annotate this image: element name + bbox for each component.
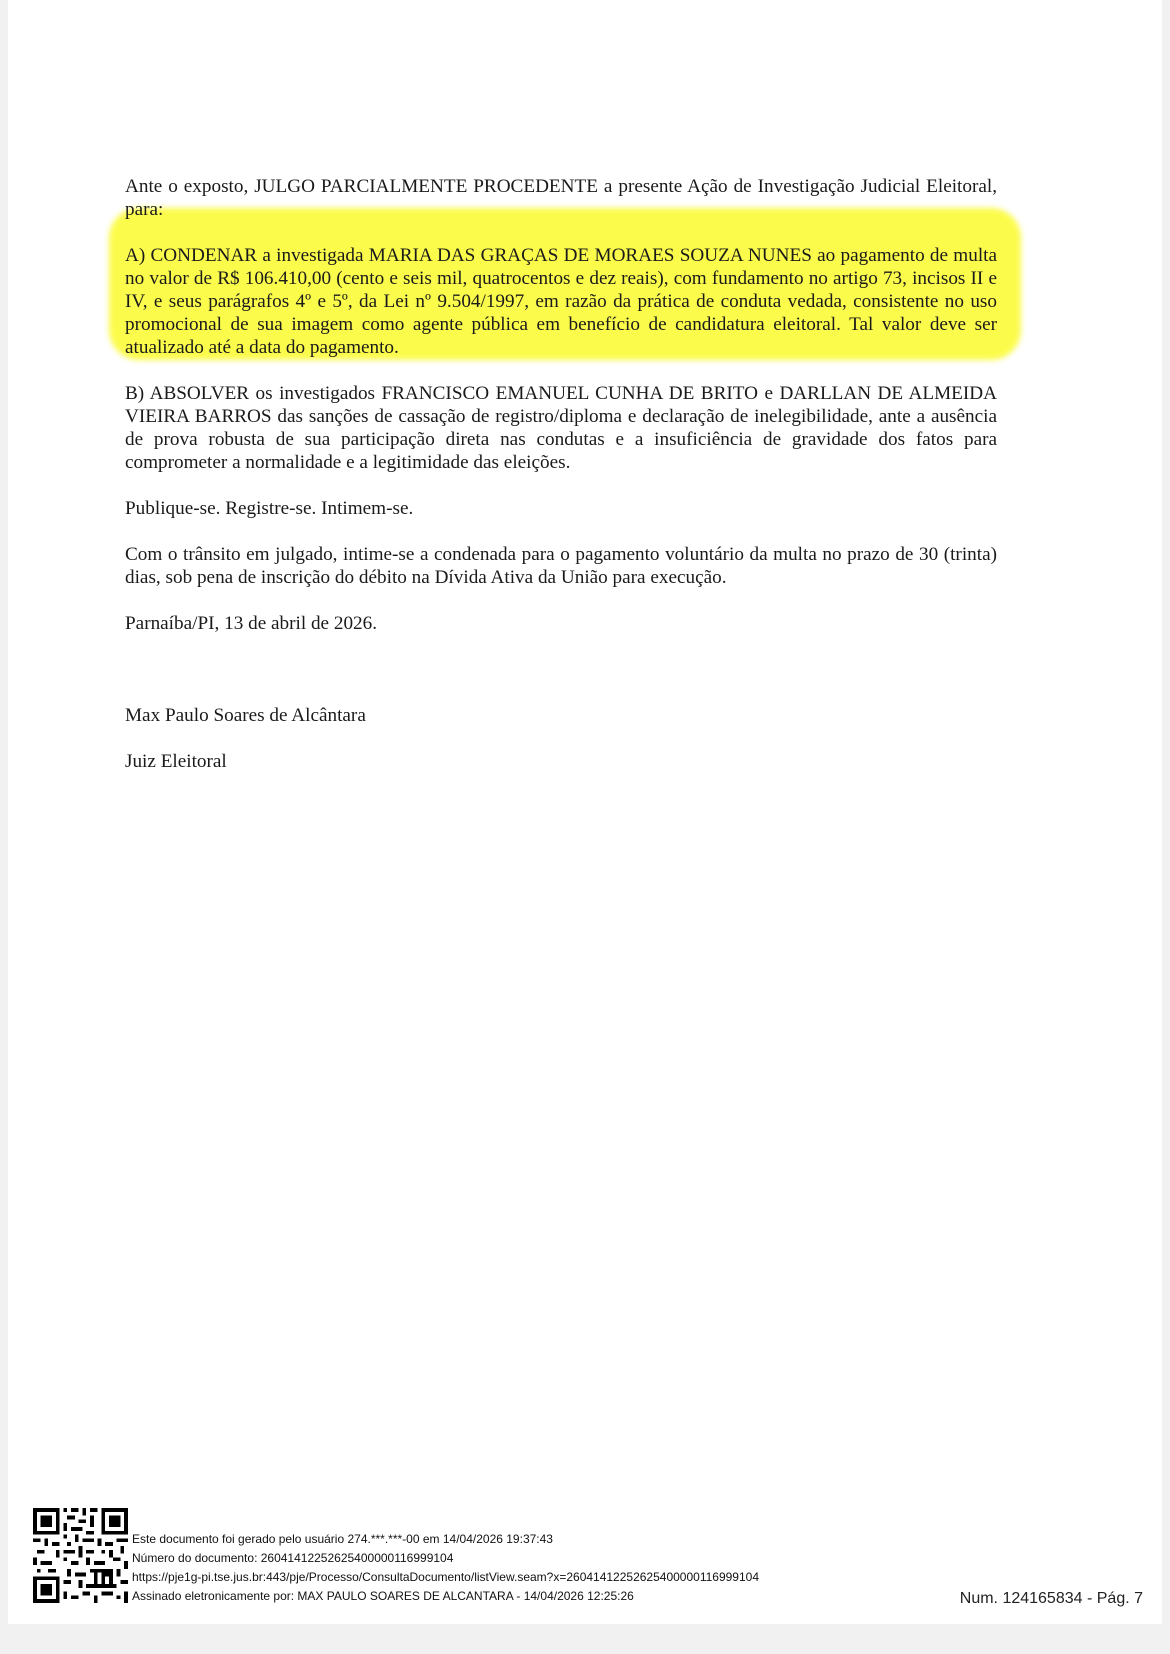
transit-paragraph: Com o trânsito em julgado, intime-se a condenada para o pagamento voluntário da multa no prazo de 30 (trinta) dias, sob pena de inscrição do débito na Dívida Ativa da União para execução. [125, 544, 997, 588]
page-number: Num. 124165834 - Pág. 7 [959, 1590, 1143, 1607]
item-a-paragraph: A) CONDENAR a investigada MARIA DAS GRAÇAS DE MORAES SOUZA NUNES ao pagamento de multa no valor de R$ 106.410,00 (cento e seis mil, quatrocentos e dez reais), com fundamento no artigo 73, incisos II e IV, e seus parágrafos 4º e 5º, da Lei nº 9.504/1997, em razão da prática de conduta vedada, consistente no uso promocional de sua imagem como agente pública em benefício de candidatura eleitoral. Tal valor deve ser atualizado até a data do pagamento. [125, 245, 997, 358]
publication-paragraph: Publique-se. Registre-se. Intimem-se. [125, 498, 414, 519]
item-b-paragraph: B) ABSOLVER os investigados FRANCISCO EMANUEL CUNHA DE BRITO e DARLLAN DE ALMEIDA VIEIRA BARROS das sanções de cassação de registro/diploma e declaração de inelegibilidade, ante a ausência de prova robusta de sua participação direta nas condutas e a insuficiência de gravidade dos fatos para comprometer a normalidade e a legitimidade das eleições. [125, 383, 997, 473]
document-number-line: Número do documento: 26041412252625400000116999104 [132, 1551, 454, 1565]
signed-by-line: Assinado eletronicamente por: MAX PAULO SOARES DE ALCANTARA - 14/04/2026 12:25:26 [132, 1589, 634, 1603]
place-date: Parnaíba/PI, 13 de abril de 2026. [125, 613, 378, 634]
judge-title: Juiz Eleitoral [125, 751, 227, 772]
intro-paragraph: Ante o exposto, JULGO PARCIALMENTE PROCEDENTE a presente Ação de Investigação Judicial Eleitoral, para: [125, 176, 997, 220]
decision-body [125, 175, 997, 773]
document-url-line[interactable]: https://pje1g-pi.tse.jus.br:443/pje/Processo/ConsultaDocumento/listView.seam?x=26041412252625400000116999104 [132, 1570, 759, 1584]
qr-code-icon [33, 1508, 128, 1603]
footer-lines [132, 1530, 759, 1606]
judge-name: Max Paulo Soares de Alcântara [125, 705, 366, 726]
generated-by-line: Este documento foi gerado pelo usuário 274.***.***-00 em 14/04/2026 19:37:43 [132, 1532, 553, 1546]
document-footer [33, 1506, 1163, 1607]
document-page [8, 0, 1162, 1624]
